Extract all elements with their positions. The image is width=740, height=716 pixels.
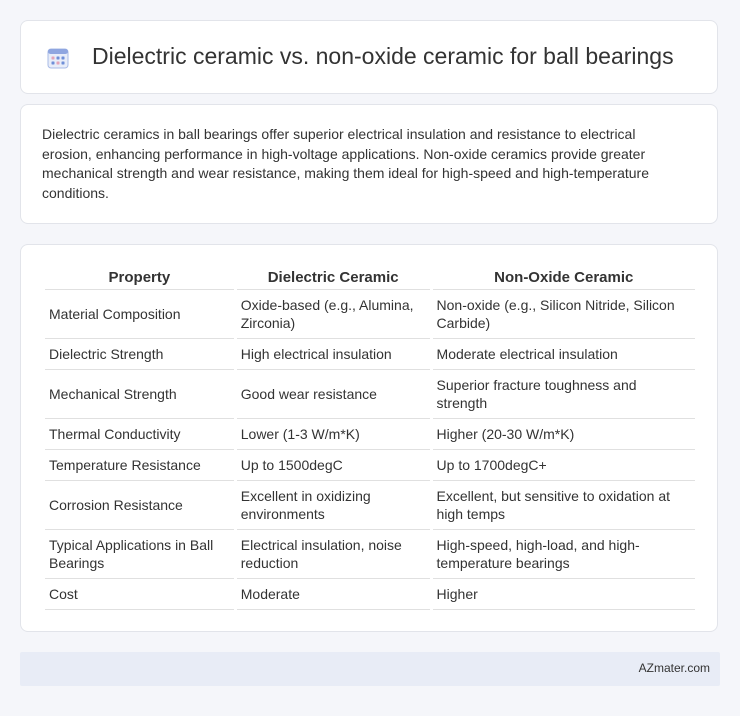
- table-cell: Electrical insulation, noise reduction: [237, 530, 430, 579]
- table-cell: Superior fracture toughness and strength: [433, 370, 695, 419]
- table-header-row: [45, 266, 695, 290]
- summary-card: [20, 104, 718, 224]
- table-row: [45, 450, 695, 481]
- table-cell: Up to 1500degC: [237, 450, 430, 481]
- comparison-table: [42, 266, 698, 610]
- page-title: Dielectric ceramic vs. non-oxide ceramic for ball bearings: [92, 43, 674, 69]
- table-row: [45, 530, 695, 579]
- header-card: [20, 20, 718, 94]
- calendar-grid-icon: [47, 47, 69, 69]
- table-cell: Moderate electrical insulation: [433, 339, 695, 370]
- column-header: Dielectric Ceramic: [237, 266, 430, 290]
- table-cell: Temperature Resistance: [45, 450, 234, 481]
- table-cell: Higher: [433, 579, 695, 610]
- table-cell: Material Composition: [45, 290, 234, 339]
- table-cell: Cost: [45, 579, 234, 610]
- table-cell: Thermal Conductivity: [45, 419, 234, 450]
- table-cell: High electrical insulation: [237, 339, 430, 370]
- table-cell: Typical Applications in Ball Bearings: [45, 530, 234, 579]
- table-cell: Dielectric Strength: [45, 339, 234, 370]
- comparison-table-card: [20, 244, 718, 632]
- footer-site-link[interactable]: AZmater.com: [638, 661, 710, 675]
- table-cell: Oxide-based (e.g., Alumina, Zirconia): [237, 290, 430, 339]
- table-cell: Higher (20-30 W/m*K): [433, 419, 695, 450]
- column-header: Property: [45, 266, 234, 290]
- table-cell: Up to 1700degC+: [433, 450, 695, 481]
- table-row: [45, 481, 695, 530]
- footer: [20, 652, 720, 686]
- table-row: [45, 370, 695, 419]
- table-row: [45, 339, 695, 370]
- table-row: [45, 290, 695, 339]
- table-cell: Mechanical Strength: [45, 370, 234, 419]
- column-header: Non-Oxide Ceramic: [433, 266, 695, 290]
- table-row: [45, 579, 695, 610]
- table-cell: High-speed, high-load, and high-temperature bearings: [433, 530, 695, 579]
- table-cell: Excellent in oxidizing environments: [237, 481, 430, 530]
- table-cell: Corrosion Resistance: [45, 481, 234, 530]
- table-row: [45, 419, 695, 450]
- table-cell: Excellent, but sensitive to oxidation at high temps: [433, 481, 695, 530]
- table-cell: Moderate: [237, 579, 430, 610]
- table-cell: Non-oxide (e.g., Silicon Nitride, Silicon Carbide): [433, 290, 695, 339]
- summary-text: Dielectric ceramics in ball bearings offer superior electrical insulation and resistance to electrical erosion, enhancing performance in high-voltage applications. Non-oxide ceramics provide greater mechanical strength and wear resistance, making them ideal for high-speed and high-temperature conditions.: [42, 126, 650, 201]
- table-cell: Good wear resistance: [237, 370, 430, 419]
- table-cell: Lower (1-3 W/m*K): [237, 419, 430, 450]
